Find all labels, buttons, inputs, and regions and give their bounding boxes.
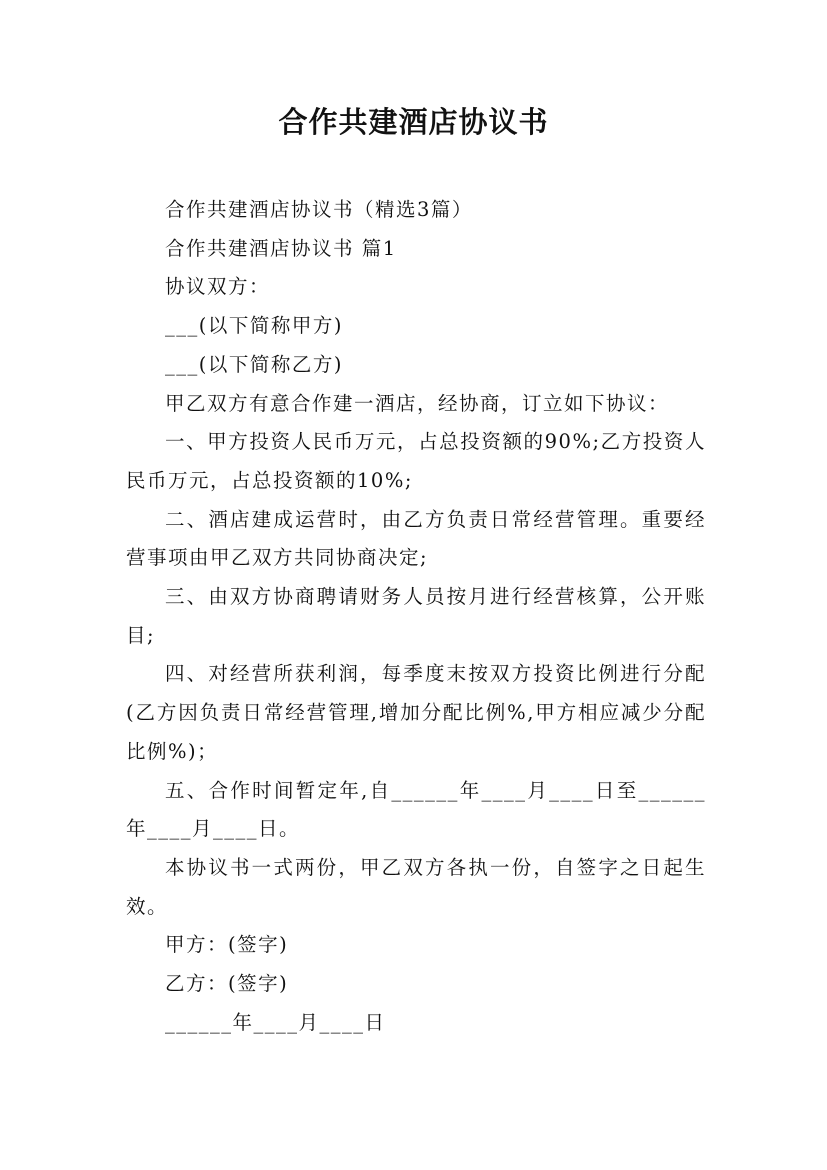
signature-date: ______年____月____日 xyxy=(165,1010,386,1034)
clause-5: 五、合作时间暂定年,自______年____月____日至______年____月____日。 xyxy=(126,778,706,841)
effect-paragraph: 本协议书一式两份，甲乙双方各执一份，自签字之日起生效。 xyxy=(126,855,706,918)
intro-paragraph: 甲乙双方有意合作建一酒店，经协商，订立如下协议： xyxy=(165,391,670,415)
clause-3: 三、由双方协商聘请财务人员按月进行经营核算，公开账目; xyxy=(126,585,706,647)
party-b-line: ___(以下简称乙方) xyxy=(165,352,343,376)
document-body xyxy=(126,191,706,1042)
party-a-line: ___(以下简称甲方) xyxy=(165,314,343,338)
clause-4: 四、对经营所获利润，每季度末按双方投资比例进行分配(乙方因负责日常经营管理,增加分配比例%,甲方相应减少分配比例%)； xyxy=(126,662,706,763)
party-b-signature: 乙方：(签字) xyxy=(165,972,289,996)
parties-label: 协议双方： xyxy=(165,275,271,299)
clause-1: 一、甲方投资人民币万元，占总投资额的90%;乙方投资人民币万元，占总投资额的10%; xyxy=(126,430,706,492)
clause-2: 二、酒店建成运营时，由乙方负责日常经营管理。重要经营事项由甲乙双方共同协商决定; xyxy=(126,507,706,570)
party-a-signature: 甲方：(签字) xyxy=(165,933,289,957)
document-title: 合作共建酒店协议书 xyxy=(278,105,549,139)
section-heading: 合作共建酒店协议书 篇1 xyxy=(165,236,397,260)
subtitle-line: 合作共建酒店协议书（精选3篇） xyxy=(165,198,473,221)
